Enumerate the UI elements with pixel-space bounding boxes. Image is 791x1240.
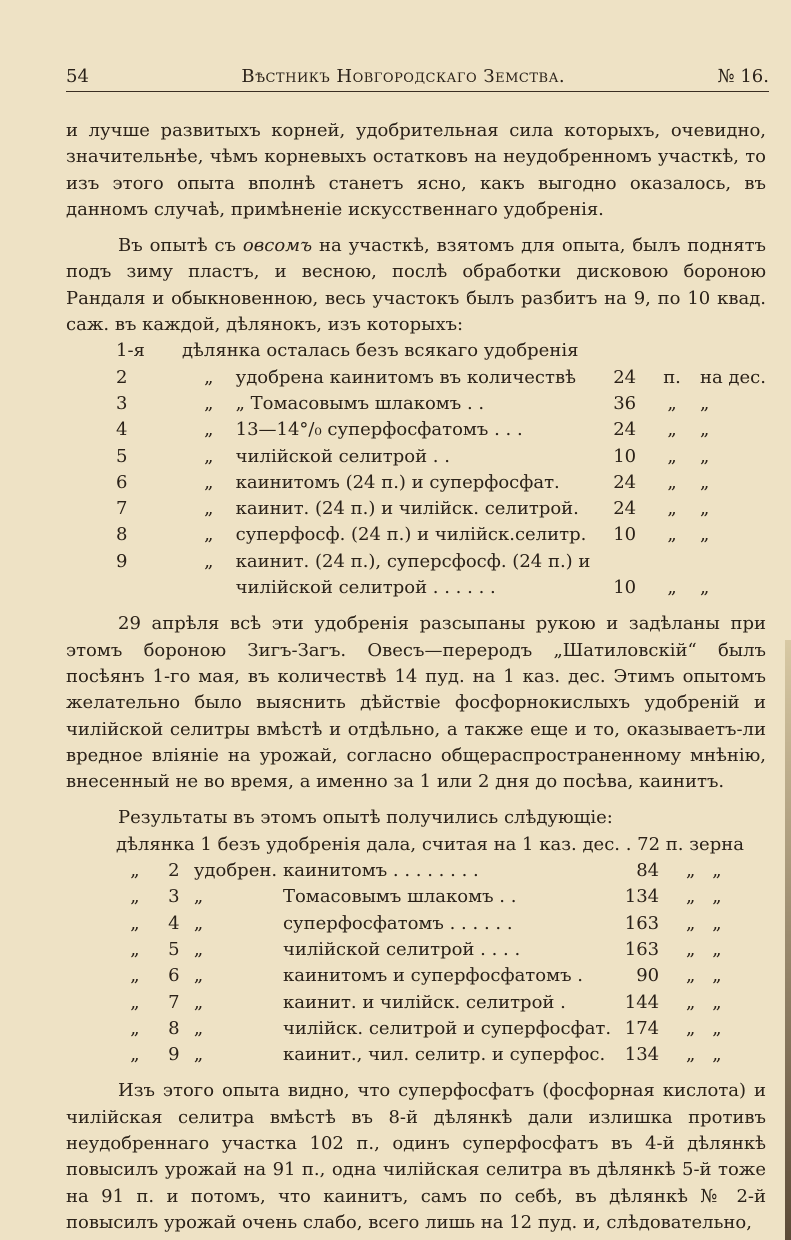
plot-amount: 24	[613, 366, 637, 388]
result-amount: 134	[624, 886, 660, 908]
result-row	[116, 1016, 766, 1042]
plot-desc: удобрена каинитомъ въ количествѣ	[235, 366, 576, 388]
ditto-mark: „	[130, 938, 140, 960]
result-row	[116, 937, 766, 963]
result-desc: Томасовымъ шлакомъ . .	[282, 886, 517, 908]
paragraph-4: Результаты въ этомъ опытѣ получились слѣдующіе:	[118, 807, 613, 829]
plot-amount: 10	[613, 524, 637, 546]
result-number: 6	[168, 965, 180, 987]
result-amount: 174	[624, 1017, 660, 1039]
plot-amount	[591, 549, 645, 575]
ditto-mark: „	[204, 392, 214, 414]
plot-row	[116, 391, 766, 417]
plot-row	[116, 496, 766, 522]
result-unit: „	[686, 991, 696, 1013]
plot-number: 1-я	[116, 340, 145, 362]
plot-row	[116, 470, 766, 496]
result-ditto: „	[193, 938, 204, 960]
plot-unit: „	[667, 445, 677, 467]
result-ditto: „	[193, 1017, 204, 1039]
result-number: 5	[168, 938, 180, 960]
result-grain: „	[712, 1044, 722, 1066]
result-row	[116, 911, 766, 937]
ditto-mark: „	[204, 445, 214, 467]
plot-number: 6	[116, 471, 128, 493]
plot-per: „	[699, 471, 710, 493]
result-unit: „	[686, 1017, 696, 1039]
running-header	[66, 66, 769, 92]
result-desc: каинитомъ и суперфосфатомъ .	[282, 965, 583, 987]
ditto-mark: „	[130, 1044, 140, 1066]
paragraph-5: Изъ этого опыта видно, что суперфосфатъ (фосфорная кислота) и чилійская селитра вмѣстѣ въ 8-й дѣлянкѣ дали излишка противъ неудобреннаго участка 102 п., одинъ суперфосфатъ въ 4-й дѣлянкѣ повысилъ урожай на 91 п., одна чилійская селитра въ дѣлянкѣ 5-й тоже на 91 п. и потомъ, что каинитъ, самъ по себѣ, въ дѣлянкѣ № 2-й повысилъ урожай очень слабо, всего лишь на 12 пуд. и, слѣдовательно,	[66, 1080, 766, 1233]
plot-per: „	[699, 577, 710, 599]
paragraph-1: и лучше развитыхъ корней, удобрительная сила которыхъ, очевидно, значительнѣе, чѣмъ корневыхъ остатковъ на неудобренномъ участкѣ, то изъ этого опыта вполнѣ станетъ ясно, какъ выгодно оказалось, въ данномъ случаѣ, примѣненіе искусственнаго удобренія.	[66, 120, 766, 220]
result-desc: чилійск. селитрой и суперфосфат.	[282, 1017, 612, 1039]
result-unit: „	[686, 1044, 696, 1066]
result-amount: 84	[636, 860, 660, 882]
result-grain: „	[712, 1017, 722, 1039]
result-grain: „	[712, 965, 722, 987]
result-ditto: „	[193, 912, 204, 934]
plot-per: „	[699, 392, 710, 414]
plot-desc: „ Томасовымъ шлакомъ . .	[235, 392, 485, 414]
result-ditto: „	[193, 991, 204, 1013]
result-amount: 163	[624, 938, 660, 960]
plot-description	[182, 338, 591, 364]
plot-desc: осталась безъ всякаго удобренія	[266, 340, 579, 362]
result-ditto: удобрен.	[193, 860, 278, 882]
result-desc: чилійской селитрой . . . .	[282, 938, 521, 960]
plot-number: 3	[116, 392, 128, 414]
plot-row	[116, 575, 766, 601]
plot-unit: „	[667, 577, 677, 599]
result-number: 8	[168, 1017, 180, 1039]
result-unit: „	[686, 886, 696, 908]
plot-amount: 10	[613, 577, 637, 599]
plot-amount: 24	[613, 419, 637, 441]
plot-number: 9	[116, 550, 128, 572]
result-row	[116, 963, 766, 989]
ditto-mark: „	[130, 912, 140, 934]
result-amount: 134	[624, 1044, 660, 1066]
result-desc: каинит. и чилійск. селитрой .	[282, 991, 566, 1013]
plot-unit: „	[667, 498, 677, 520]
plot-per	[700, 549, 766, 575]
result-ditto: „	[193, 886, 204, 908]
results-first-line: дѣлянка 1 безъ удобренія дала, считая на 1 каз. дес. . 72 п. зерна	[116, 833, 744, 855]
result-number: 4	[168, 912, 180, 934]
result-desc: суперфосфатомъ . . . . . .	[282, 912, 513, 934]
plot-row	[116, 444, 766, 470]
plot-unit: „	[667, 392, 677, 414]
ditto-mark: „	[204, 366, 214, 388]
plot-desc: чилійской селитрой . .	[235, 445, 450, 467]
plot-number: 7	[116, 498, 128, 520]
plot-desc: каинитомъ (24 п.) и суперфосфат.	[235, 471, 560, 493]
plot-per: на дес.	[699, 366, 766, 388]
result-number: 7	[168, 991, 180, 1013]
plot-number: 8	[116, 524, 128, 546]
ditto-mark: „	[204, 498, 214, 520]
ditto-mark: „	[204, 419, 214, 441]
result-number: 9	[168, 1044, 180, 1066]
result-ditto: „	[193, 1044, 204, 1066]
paragraph-2-rest: на участкѣ, взятомъ для опыта, былъ поднятъ подъ зиму пластъ, и весною, послѣ обработки дисковою бороною Рандаля и обыкновенною, весь участокъ былъ разбитъ на 9, по 10 квад. саж. въ каждой, дѣлянокъ, изъ которыхъ:	[66, 235, 766, 336]
plot-row	[116, 338, 766, 364]
body-text	[66, 118, 766, 1236]
plot-word: дѣлянка	[181, 340, 261, 362]
plot-number: 5	[116, 445, 128, 467]
ditto-mark: „	[130, 965, 140, 987]
result-row	[116, 1042, 766, 1068]
plot-unit: „	[667, 524, 677, 546]
plot-amount: 36	[613, 392, 637, 414]
result-unit: „	[686, 860, 696, 882]
page-number: 54	[66, 66, 89, 87]
plot-row	[116, 549, 766, 575]
result-unit: „	[686, 912, 696, 934]
result-unit: „	[686, 965, 696, 987]
issue-number: № 16.	[717, 66, 769, 87]
plot-number: 4	[116, 419, 128, 441]
plot-per: „	[699, 498, 710, 520]
result-row	[116, 990, 766, 1016]
ditto-mark: „	[130, 886, 140, 908]
result-amount: 144	[624, 991, 660, 1013]
plot-per: „	[699, 445, 710, 467]
plot-number: 2	[116, 366, 128, 388]
ditto-mark	[182, 575, 236, 601]
plot-row	[116, 522, 766, 548]
ditto-mark: „	[130, 991, 140, 1013]
plot-desc: чилійской селитрой . . . . . .	[235, 577, 496, 599]
plot-unit	[644, 549, 700, 575]
result-number: 2	[168, 860, 180, 882]
plot-unit: п.	[663, 366, 681, 388]
plot-row	[116, 365, 766, 391]
journal-title: Вѣстникъ Новгородскаго Земства.	[241, 66, 566, 87]
results-table	[116, 858, 766, 1068]
paragraph-2	[66, 233, 766, 338]
paragraph-3: 29 апрѣля всѣ эти удобренія разсыпаны рукою и задѣланы при этомъ бороною Зигъ-Загъ. Овесъ—переродъ „Шатиловскій“ былъ посѣянъ 1-го мая, въ количествѣ 14 пуд. на 1 каз. дес. Этимъ опытомъ желательно было выяснить дѣйствіе фосфорнокислыхъ удобреній и чилійской селитры вмѣстѣ и отдѣльно, а также еще и то, оказываетъ-ли вредное вліяніе на урожай, согласно общераспространенному мнѣнію, внесенный не во время, а именно за 1 или 2 дня до посѣва, каинитъ.	[66, 613, 766, 793]
plot-desc: суперфосф. (24 п.) и чилійск.селитр.	[235, 524, 587, 546]
plot-per: „	[699, 419, 710, 441]
ditto-mark: „	[204, 550, 214, 572]
plot-amount: 10	[613, 445, 637, 467]
result-amount: 90	[636, 965, 660, 987]
result-grain: „	[712, 912, 722, 934]
ditto-mark: „	[130, 860, 140, 882]
result-row	[116, 858, 766, 884]
plots-table	[116, 338, 766, 601]
plot-desc: каинит. (24 п.) и чилійск. селитрой.	[235, 498, 579, 520]
ditto-mark: „	[204, 524, 214, 546]
result-unit: „	[686, 938, 696, 960]
result-grain: „	[712, 991, 722, 1013]
result-row	[116, 884, 766, 910]
paragraph-2-italic: овсомъ	[242, 235, 313, 257]
plot-amount: 24	[613, 498, 637, 520]
result-grain: „	[712, 886, 722, 908]
plot-unit: „	[667, 471, 677, 493]
plot-desc: 13—14°/₀ суперфосфатомъ . . .	[235, 419, 523, 441]
ditto-mark: „	[204, 471, 214, 493]
result-ditto: „	[193, 965, 204, 987]
page-edge-shadow	[785, 640, 791, 1240]
result-number: 3	[168, 886, 180, 908]
plot-row	[116, 417, 766, 443]
result-desc: каинит., чил. селитр. и суперфос.	[282, 1044, 606, 1066]
result-grain: „	[712, 860, 722, 882]
result-desc: каинитомъ . . . . . . . .	[282, 860, 479, 882]
result-amount: 163	[624, 912, 660, 934]
plot-unit: „	[667, 419, 677, 441]
ditto-mark: „	[130, 1017, 140, 1039]
plot-number	[116, 575, 182, 601]
plot-desc: каинит. (24 п.), суперсфосф. (24 п.) и	[235, 550, 591, 572]
plot-per: „	[699, 524, 710, 546]
paragraph-2-start: Въ опытѣ съ	[118, 235, 243, 257]
plot-amount: 24	[613, 471, 637, 493]
result-grain: „	[712, 938, 722, 960]
